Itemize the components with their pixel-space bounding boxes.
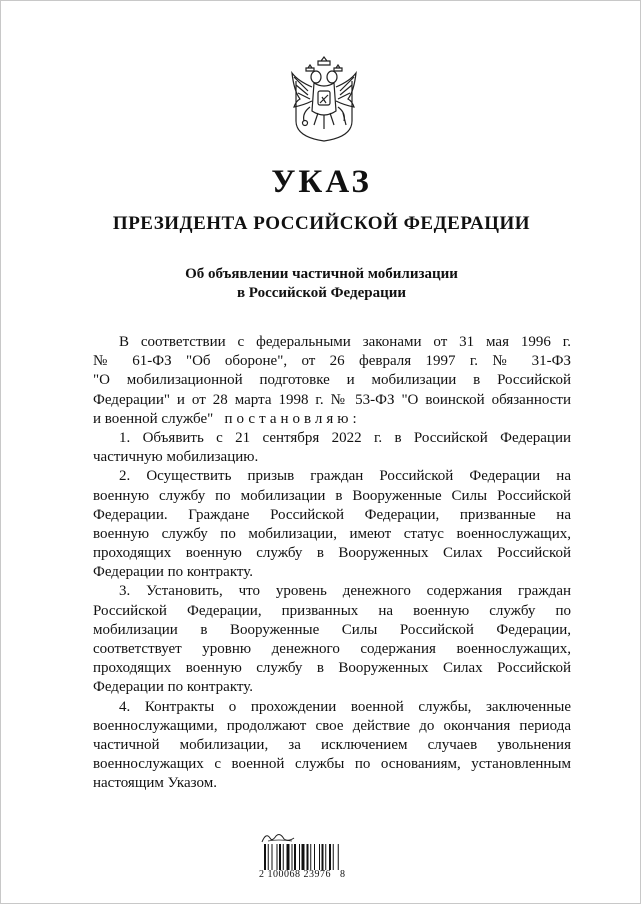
item-line: 1. Объявить с 21 сентября 2022 г. в Российской Федерации [119,429,571,446]
item-line: Федерации по контракту. [93,564,254,581]
item-line: 4. Контракты о прохождении военной службы, заключенные [119,698,571,715]
subject-line: Об объявлении частичной мобилизации [185,266,458,282]
item-line: соответствует уровню денежного содержания военнослужащих, [93,641,571,657]
coat-of-arms-emblem [288,51,360,143]
barcode-bar [338,844,339,870]
item-line: настоящим Указом. [93,775,217,792]
barcode-bar [299,844,300,870]
item-line: военную службу по мобилизации, имеют статус военнослужащих, [93,525,571,542]
preamble-line: Федерации" и от 28 марта 1998 г. № 53-ФЗ "О воинской обязанности [93,391,571,408]
barcode-bar [314,844,315,870]
decree-subject [1,265,641,303]
barcode-bar [292,844,293,870]
barcode [263,844,363,870]
barcode-bar [322,844,324,870]
item-line: 2. Осуществить призыв граждан Российской Федерации на [119,468,571,485]
item-line: проходящих военную службу в Вооруженных Силах Российской [93,545,571,562]
preamble-line [93,410,571,429]
barcode-bar [325,844,326,870]
barcode-bar [283,844,284,870]
item-line: частичной мобилизации, за исключением случаев увольнения [93,736,571,753]
barcode-bar [279,844,281,870]
item-line: военнослужащими, продолжают свое действие до окончания периода [93,717,571,734]
barcode-bar [329,844,331,870]
barcode-number: 2 100068 23976 8 [259,869,346,880]
preamble-last-text: и военной службе" [93,410,214,427]
barcode-bar [319,844,320,870]
preamble-line: "О мобилизационной подготовке и мобилизации в Российской [93,372,571,389]
barcode-bar [277,844,278,870]
barcode-bar [302,844,305,870]
document-title: УКАЗ [271,164,372,200]
item-line: проходящих военную службу в Вооруженных Силах Российской [93,660,571,677]
barcode-bar [272,844,273,870]
barcode-bar [333,844,334,870]
item-line: 3. Установить, что уровень денежного содержания граждан [119,583,571,600]
preamble-line: № 61-ФЗ "Об обороне", от 26 февраля 1997 г. № 31-ФЗ [93,353,571,370]
item-line: военнослужащих с военной службы по основаниям, установленным [93,756,571,773]
barcode-bar [307,844,309,870]
item-line: мобилизации в Вооруженные Силы Российской Федерации, [93,621,571,638]
item-line: частичную мобилизацию. [93,449,259,466]
decree-word: постановляю: [224,410,361,427]
item-line: Федерации по контракту. [93,679,254,696]
barcode-bar [264,844,266,870]
item-line: Федерации. Граждане Российской Федерации, призванные на [93,506,571,523]
barcode-bar [287,844,290,870]
item-line: Российской Федерации, призванных на военную службу по [93,602,571,619]
preamble-line: В соответствии с федеральными законами от 31 мая 1996 г. [119,334,571,350]
barcode-bar [310,844,311,870]
barcode-bar [268,844,269,870]
barcode-bar [294,844,296,870]
subject-line: в Российской Федерации [236,285,407,301]
item-line: военную службу по мобилизации в Вооруженные Силы Российской [93,487,571,504]
signature-mark [258,830,298,844]
decree-body [93,333,571,794]
document-subtitle: ПРЕЗИДЕНТА РОССИЙСКОЙ ФЕДЕРАЦИИ [112,213,531,234]
